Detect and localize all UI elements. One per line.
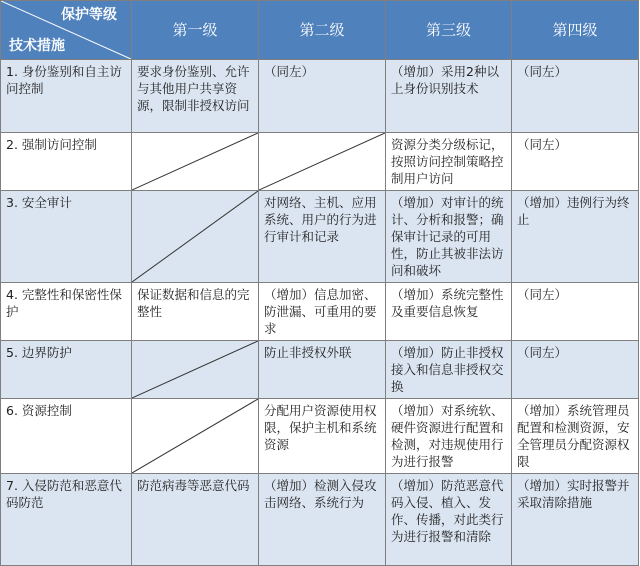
level-2-cell: 对网络、主机、应用系统、用户的行为进行审计和记录 [259, 191, 386, 283]
level-2-cell: 防止非授权外联 [259, 341, 386, 399]
level-3-cell: （增加）系统完整性及重要信息恢复 [386, 283, 512, 341]
table-row [1, 399, 639, 474]
level-2-cell: 分配用户资源使用权限，保护主机和系统资源 [259, 399, 386, 474]
header-row [1, 1, 639, 60]
measure-cell: 5. 边界防护 [1, 341, 132, 399]
level-1-header: 第一级 [132, 1, 259, 60]
level-4-cell: （同左） [512, 341, 639, 399]
level-1-na-cell [132, 341, 259, 399]
not-applicable-slash [132, 191, 258, 282]
level-1-cell: 要求身份鉴别、允许与其他用户共享资源，限制非授权访问 [132, 60, 259, 133]
measure-cell: 6. 资源控制 [1, 399, 132, 474]
level-3-header: 第三级 [386, 1, 512, 60]
level-1-na-cell [132, 133, 259, 191]
level-3-cell: （增加）防范恶意代码入侵、植入、发作、传播，对此类行为进行报警和清除 [386, 474, 512, 566]
level-3-cell: 资源分类分级标记，按照访问控制策略控制用户访问 [386, 133, 512, 191]
table-row [1, 283, 639, 341]
not-applicable-slash [259, 133, 385, 190]
level-3-cell: （增加）采用2种以上身份识别技术 [386, 60, 512, 133]
table-row [1, 60, 639, 133]
table-row [1, 191, 639, 283]
measure-cell: 1. 身份鉴别和自主访问控制 [1, 60, 132, 133]
not-applicable-slash [132, 133, 258, 190]
measure-cell: 2. 强制访问控制 [1, 133, 132, 191]
not-applicable-slash [132, 341, 258, 398]
level-2-na-cell [259, 133, 386, 191]
not-applicable-slash [132, 399, 258, 473]
level-4-cell: （同左） [512, 133, 639, 191]
level-2-cell: （同左） [259, 60, 386, 133]
measure-cell: 3. 安全审计 [1, 191, 132, 283]
corner-level-label: 保护等级 [61, 7, 117, 23]
level-4-header: 第四级 [512, 1, 639, 60]
level-4-cell: （增加）违例行为终止 [512, 191, 639, 283]
level-1-cell: 保证数据和信息的完整性 [132, 283, 259, 341]
table-row [1, 474, 639, 566]
level-3-cell: （增加）对审计的统计、分析和报警；确保审计记录的可用性，防止其被非法访问和破坏 [386, 191, 512, 283]
table-row [1, 133, 639, 191]
level-2-cell: （增加）信息加密、防泄漏、可重用的要求 [259, 283, 386, 341]
level-3-cell: （增加）防止非授权接入和信息非授权交换 [386, 341, 512, 399]
measure-cell: 4. 完整性和保密性保护 [1, 283, 132, 341]
level-2-cell: （增加）检测入侵攻击网络、系统行为 [259, 474, 386, 566]
level-4-cell: （增加）系统管理员配置和检测资源，安全管理员分配资源权限 [512, 399, 639, 474]
level-3-cell: （增加）对系统软、硬件资源进行配置和检测，对违规使用行为进行报警 [386, 399, 512, 474]
level-1-na-cell [132, 191, 259, 283]
measure-cell: 7. 入侵防范和恶意代码防范 [1, 474, 132, 566]
level-4-cell: （同左） [512, 283, 639, 341]
header-corner-cell [1, 1, 132, 60]
level-2-header: 第二级 [259, 1, 386, 60]
level-1-cell: 防范病毒等恶意代码 [132, 474, 259, 566]
level-4-cell: （同左） [512, 60, 639, 133]
level-1-na-cell [132, 399, 259, 474]
level-4-cell: （增加）实时报警并采取清除措施 [512, 474, 639, 566]
table-row [1, 341, 639, 399]
corner-measure-label: 技术措施 [9, 38, 65, 54]
